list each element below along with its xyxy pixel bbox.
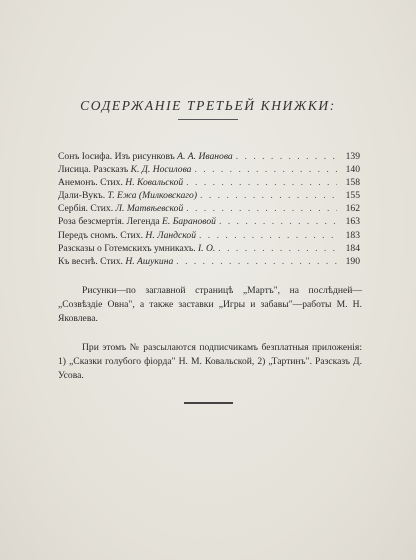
closing-rule	[184, 402, 233, 404]
toc-entry-title: Сербія. Стих.	[58, 203, 116, 215]
toc-entry	[58, 242, 360, 255]
toc-entry-author: Т. Ежа (Милковскаго)	[107, 190, 198, 202]
dot-leader	[219, 215, 337, 228]
toc-entry-page: 158	[345, 177, 360, 189]
toc-entry-page: 140	[345, 164, 360, 176]
toc-entry	[58, 202, 360, 215]
toc-entry-author: К. Д. Носилова	[130, 164, 192, 176]
illustrations-note: Рисунки—по заглавной страницѣ „Мартъ", на послѣдней—„Созвѣздіе Овна", а также заставки „Игры и забавы"—работы М. Н. Яковлева.	[58, 284, 362, 324]
toc-entry-author: Л. Матвѣевской	[115, 203, 184, 215]
toc-entry-author: Н. Ландской	[145, 229, 196, 241]
toc-entry-author: Н. Ашукина	[125, 255, 174, 267]
toc-entry-page: 163	[345, 216, 360, 228]
toc-entry	[58, 189, 360, 202]
toc-entry-page: 162	[345, 203, 360, 215]
toc-entry-title: Анемонъ. Стих.	[58, 177, 126, 189]
dot-leader	[176, 255, 337, 268]
toc-entry-title: Сонъ Іосифа. Изъ рисунковъ	[58, 151, 178, 162]
dot-leader	[199, 229, 337, 242]
toc-entry-page: 183	[345, 229, 360, 241]
table-of-contents	[58, 150, 360, 268]
toc-entry-author: Н. Ковальской	[125, 177, 184, 189]
toc-entry	[58, 150, 360, 163]
dot-leader	[186, 176, 337, 189]
dot-leader	[236, 150, 337, 163]
dot-leader	[218, 242, 337, 255]
dot-leader	[194, 163, 337, 176]
toc-entry-title: Лисица. Разсказъ	[58, 164, 131, 176]
toc-entry-page: 155	[345, 190, 360, 202]
dot-leader	[200, 189, 337, 202]
heading-rule	[178, 119, 238, 120]
toc-entry-title: Передъ сномъ. Стих.	[58, 229, 146, 241]
toc-entry-page: 184	[345, 242, 360, 254]
contents-heading: СОДЕРЖАНІЕ ТРЕТЬЕЙ КНИЖКИ:	[80, 98, 336, 113]
supplements-note: При этомъ № разсылаются подписчикамъ безплатныя приложенія: 1) „Сказки голубого фіорда" Н. М. Ковальской, 2) „Тартинъ". Разсказъ Д. Усова.	[58, 341, 362, 381]
toc-entry	[58, 176, 360, 189]
toc-entry-title: Роза безсмертія. Легенда	[58, 216, 163, 228]
toc-entry-title: Дали-Вукъ.	[58, 190, 108, 202]
dot-leader	[186, 202, 337, 215]
toc-entry-page: 190	[345, 255, 360, 267]
toc-entry	[58, 215, 360, 228]
toc-entry-page: 139	[345, 151, 360, 162]
toc-entry-author: А. А. Иванова	[177, 151, 233, 162]
toc-entry-author: Е. Барановой	[162, 216, 216, 228]
toc-entry-author: І. О.	[197, 242, 216, 254]
toc-entry	[58, 229, 360, 242]
toc-entry-title: Разсказы о Готемскихъ умникахъ.	[58, 242, 198, 254]
toc-entry	[58, 255, 360, 268]
toc-entry	[58, 163, 360, 176]
toc-entry-title: Къ веснѣ. Стих.	[58, 255, 126, 267]
